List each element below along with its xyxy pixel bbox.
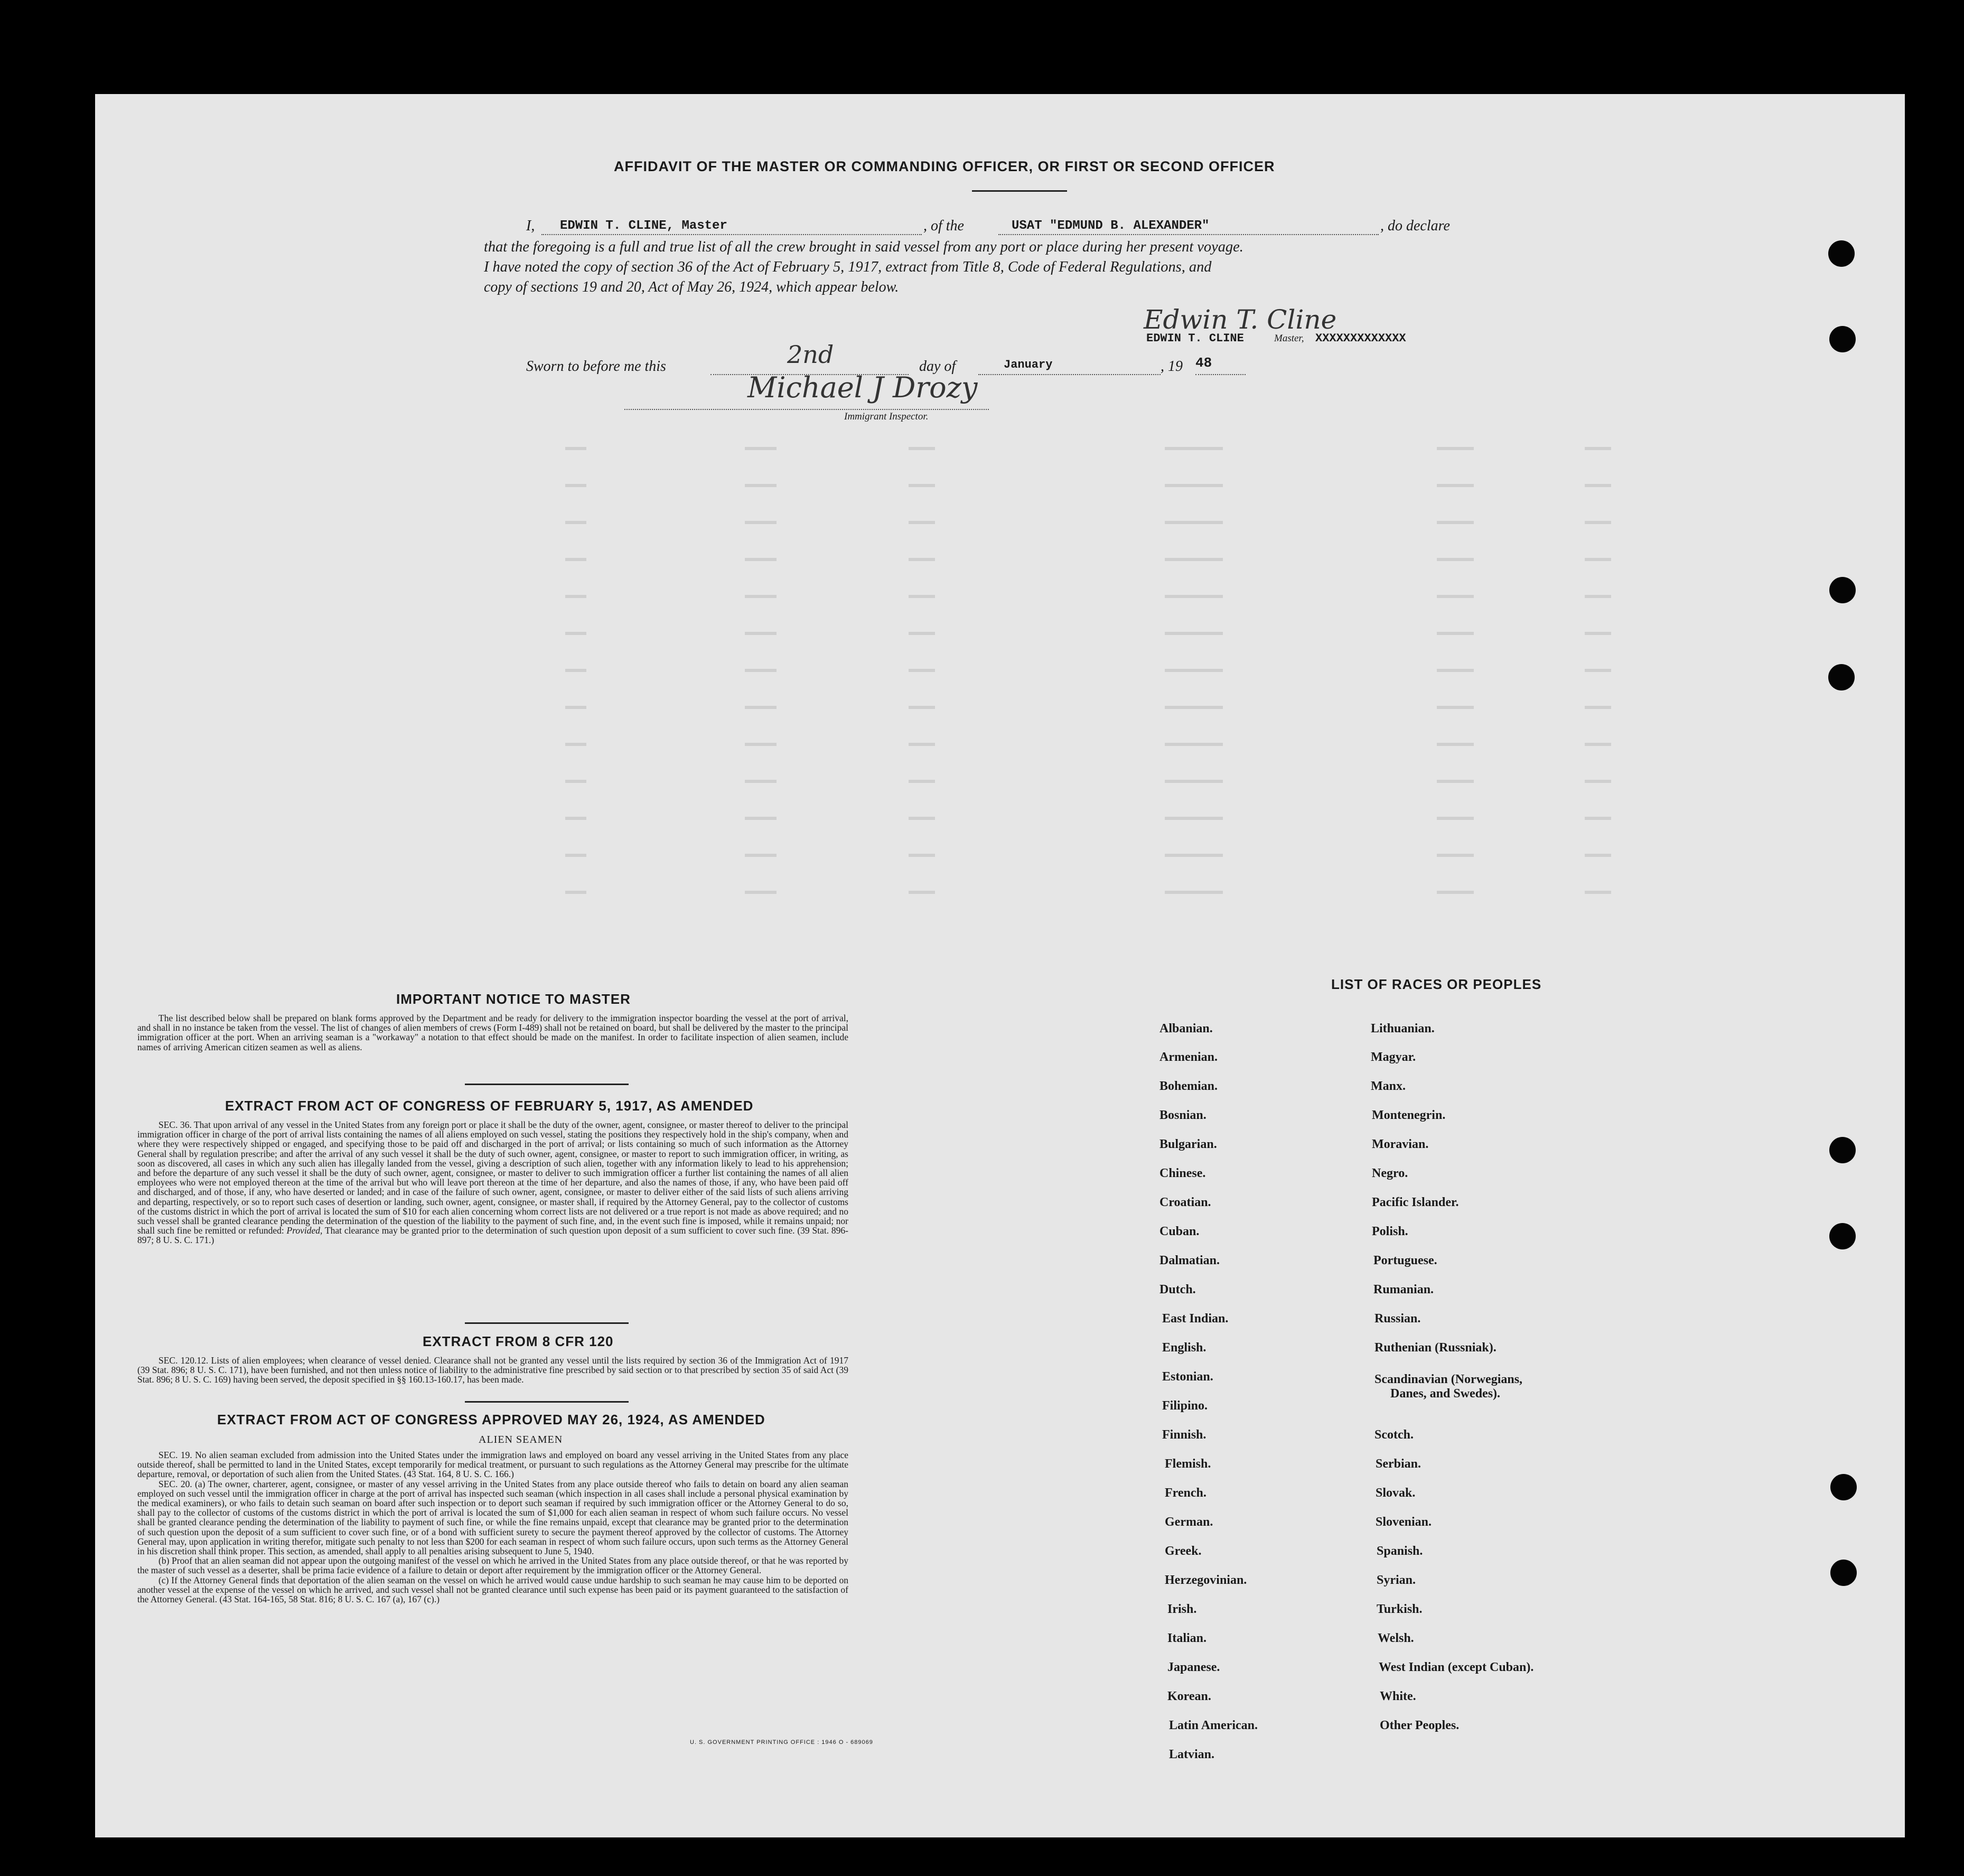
bleed-mark <box>909 521 935 524</box>
divider-1 <box>465 1084 629 1085</box>
signer-typed-name: EDWIN T. CLINE <box>1146 332 1244 345</box>
race-item: West Indian (except Cuban). <box>1379 1660 1534 1674</box>
race-item: White. <box>1380 1690 1416 1703</box>
affidavit-i: I, <box>526 218 535 234</box>
race-item: Chinese. <box>1159 1166 1206 1180</box>
bleed-mark <box>565 521 586 524</box>
bleed-mark <box>745 558 777 561</box>
bleed-mark <box>745 669 777 672</box>
race-item: Greek. <box>1165 1544 1202 1558</box>
bleed-mark <box>745 595 777 598</box>
race-item: Pacific Islander. <box>1372 1196 1459 1209</box>
race-item: Slovenian. <box>1376 1515 1432 1529</box>
bleed-mark <box>1165 743 1223 746</box>
bleed-mark <box>745 854 777 857</box>
affidavit-title: AFFIDAVIT OF THE MASTER OR COMMANDING OFFICER, OR FIRST OR SECOND OFFICER <box>614 158 1275 174</box>
day-field: 2nd <box>787 340 834 369</box>
extract-1924-text <box>137 1450 848 1604</box>
bleed-mark <box>1165 780 1223 783</box>
bleed-mark <box>1165 706 1223 709</box>
bleed-mark <box>565 632 586 635</box>
race-item: French. <box>1165 1486 1207 1500</box>
bleed-mark <box>745 706 777 709</box>
race-item: Portuguese. <box>1373 1254 1437 1267</box>
alien-seamen-subtitle: ALIEN SEAMEN <box>479 1434 563 1445</box>
master-name-field: EDWIN T. CLINE, Master <box>560 219 727 233</box>
bleed-mark <box>745 817 777 820</box>
bleed-mark <box>565 706 586 709</box>
race-item: Albanian. <box>1159 1022 1213 1035</box>
extract-cfr-title: EXTRACT FROM 8 CFR 120 <box>423 1333 614 1349</box>
bleed-mark <box>1437 854 1474 857</box>
race-item: Welsh. <box>1378 1631 1414 1645</box>
bleed-mark <box>1165 891 1223 894</box>
extract-1924-title: EXTRACT FROM ACT OF CONGRESS APPROVED MAY 26, 1924, AS AMENDED <box>217 1412 765 1427</box>
race-item: Negro. <box>1372 1166 1408 1180</box>
signer-title: Master, <box>1274 333 1304 344</box>
bleed-mark <box>909 780 935 783</box>
bleed-mark <box>909 632 935 635</box>
inspector-signature: Michael J Drozy <box>747 371 978 404</box>
bleed-mark <box>909 854 935 857</box>
extract-1917-text: SEC. 36. That upon arrival of any vessel in the United States from any foreign port or place it shall be the duty of the owner, agent, consignee, or master thereof to deliver to the principal immigration officer in charge of the port of arrival lists containing the names of all aliens employed on such vessel, stating the positions they respectively hold in the ship's company, when and where they were respectively shipped or engaged, and specifying those to be paid off and discharged in the port of arrival; or lists containing so much of such information as the Attorney General shall by regulation prescribe; and after the arrival of any such vessel it shall be the duty of such owner, agent, consignee, or master to report to such immigration officer, in writing, as soon as discovered, all cases in which any such alien has illegally landed from the vessel, giving a description of such alien, together with any information likely to lead to his apprehension; and before the departure of any such vessel it shall be the duty of such owner, agent, consignee, or master to deliver to such immigration officer a further list containing the names of all alien employees who were not employed thereon at the time of the arrival but who will leave port thereon at the time of her departure, and also the names of those, if any, who have been paid off and discharged, and of those, if any, who have deserted or landed; and in case of the failure of such owner, agent, consignee, or master to deliver either of the said lists of such aliens arriving and departing, respectively, or so to report such cases of desertion or landing, such owner, agent, consignee, or master shall, if required by the Attorney General, pay to the collector of customs of the customs district in which the port of arrival is located the sum of $10 for each alien concerning whom correct lists are not delivered or a true report is not made as above required; and no such vessel shall be granted clearance pending the determination of the question of the liability to the payment of such fine, and, in the event such fine is imposed, while it remains unpaid; nor shall such fine be remitted or refunded: Provided, That clearance may be granted prior to the determination of such question upon deposit of a sum sufficient to cover such fine. (39 Stat. 896-897; 8 U. S. C. 171.) <box>137 1119 849 1246</box>
section-20b: (b) Proof that an alien seaman did not appear upon the outgoing manifest of the vessel on which he arrived in the United States from any place outside thereof, or that he was reported by the master of such vessel as a deserter, shall be prima facie evidence of a failure to detain or deport after requirement by the immigration officer or the Attorney General. <box>137 1555 848 1576</box>
bleed-mark <box>565 891 586 894</box>
race-item: Danes, and Swedes). <box>1390 1387 1501 1401</box>
race-item: Finnish. <box>1162 1428 1207 1442</box>
bleed-mark <box>1165 817 1223 820</box>
bleed-mark <box>1585 817 1611 820</box>
bleed-mark <box>1585 447 1611 450</box>
bleed-mark <box>1585 521 1611 524</box>
punch-hole <box>1830 1560 1857 1586</box>
extract-cfr-text: SEC. 120.12. Lists of alien employees; when clearance of vessel denied. Clearance shall not be granted any vessel until the lists required by section 36 of the Immigration Act of 1917 (39 Stat. 896; 8 U. S. C. 171), have been furnished, and not then unless notice of liability to the administrative fine prescribed by said section or to that prescribed by section 35 of said Act (39 Stat. 896; 8 U. S. C. 169) having been served, the deposit specified in §§ 160.13-160.17, has been made. <box>137 1355 848 1385</box>
printer-imprint: U. S. GOVERNMENT PRINTING OFFICE : 1946 O - 689069 <box>690 1739 873 1746</box>
bleed-mark <box>909 817 935 820</box>
race-item: Russian. <box>1374 1312 1421 1326</box>
race-item: Scandinavian (Norwegians, <box>1374 1373 1523 1386</box>
race-item: Lithuanian. <box>1371 1022 1435 1035</box>
title-divider <box>972 190 1067 192</box>
bleed-mark <box>1165 632 1223 635</box>
race-item: Flemish. <box>1165 1457 1211 1471</box>
race-item: East Indian. <box>1162 1312 1229 1326</box>
bleed-mark <box>1165 484 1223 487</box>
punch-hole <box>1829 326 1856 352</box>
bleed-mark <box>1437 817 1474 820</box>
bleed-mark <box>1437 891 1474 894</box>
bleed-mark <box>565 669 586 672</box>
race-item: Dutch. <box>1159 1283 1196 1296</box>
race-item: Turkish. <box>1377 1602 1423 1616</box>
bleed-mark <box>909 891 935 894</box>
punch-hole <box>1829 1223 1856 1249</box>
bleed-mark <box>909 706 935 709</box>
bleed-mark <box>1585 891 1611 894</box>
race-item: German. <box>1165 1515 1213 1529</box>
race-item: Armenian. <box>1159 1050 1218 1064</box>
race-item: Ruthenian (Russniak). <box>1374 1341 1497 1355</box>
affidavit-line-4: copy of sections 19 and 20, Act of May 26, 1924, which appear below. <box>484 279 899 295</box>
bleed-mark <box>909 669 935 672</box>
race-item: Scotch. <box>1374 1428 1414 1442</box>
bleed-mark <box>1585 780 1611 783</box>
bleed-mark <box>1585 558 1611 561</box>
race-item: Polish. <box>1372 1225 1408 1238</box>
section-20c: (c) If the Attorney General finds that deportation of the alien seaman on the vessel on which he arrived would cause undue hardship to such seaman he may cause him to be deported on another vessel at the expense of the vessel on which he arrived, and such vessel shall not be granted clearance until such expense has been paid or its payment guaranteed to the satisfaction of the Attorney General. (43 Stat. 164-165, 58 Stat. 816; 8 U. S. C. 167 (a), 167 (c).) <box>137 1574 848 1605</box>
year-line <box>1195 374 1246 375</box>
race-item: Italian. <box>1167 1631 1207 1645</box>
bleed-mark <box>1585 669 1611 672</box>
vessel-name-field: USAT "EDMUND B. ALEXANDER" <box>1012 219 1210 233</box>
race-item: Cuban. <box>1159 1225 1200 1238</box>
race-item: English. <box>1162 1341 1207 1355</box>
bleed-mark <box>1165 558 1223 561</box>
bleed-mark <box>1437 743 1474 746</box>
bleed-mark <box>565 743 586 746</box>
bleed-mark <box>745 484 777 487</box>
master-signature: Edwin T. Cline <box>1144 304 1337 335</box>
section-20a: SEC. 20. (a) The owner, charterer, agent, consignee, or master of any vessel arriving in the United States from any place outside thereof who fails to detain on board any alien seaman employed on such vessel until the immigration officer in charge at the port of arrival has inspected such seaman (which inspection in all cases shall include a personal physical examination by the medical examiners), or who fails to detain such seaman on board after such inspection or to deport such seaman if required by such immigration officer or the Attorney General to do so, shall pay to the collector of customs of the customs district in which the port of arrival is located the sum of $1,000 for each alien seaman in respect of whom such failure occurs. No vessel shall be granted clearance pending the determination of the liability to payment of such fine, or while the fine remains unpaid, except that clearance may be granted prior to the determination of such question upon the deposit of a sum sufficient to cover such fine, or of a bond with sufficient surety to secure the payment thereof approved by the collector of customs. The Attorney General may, upon application in writing therefor, mitigate such penalty to not less than $200 for each seaman in respect of whom such failure occurs, upon such terms as the Attorney General in his discretion shall think proper. This section, as amended, shall apply to all penalties arising subsequent to June 5, 1940. <box>137 1478 848 1557</box>
race-item: Spanish. <box>1377 1544 1423 1558</box>
bleed-mark <box>1437 447 1474 450</box>
race-item: Korean. <box>1167 1690 1211 1703</box>
race-item: Japanese. <box>1167 1660 1220 1674</box>
affidavit-line-2: that the foregoing is a full and true list of all the crew brought in said vessel from any port or place during her present voyage. <box>484 239 1243 255</box>
inspector-title: Immigrant Inspector. <box>844 411 929 422</box>
race-item: Manx. <box>1371 1079 1406 1093</box>
do-declare-label: , do declare <box>1380 218 1450 234</box>
bleed-mark <box>1437 521 1474 524</box>
race-item: Filipino. <box>1162 1399 1208 1413</box>
form-sheet <box>95 94 1905 1837</box>
bleed-mark <box>909 595 935 598</box>
bleed-mark <box>1165 595 1223 598</box>
bleed-mark <box>1437 780 1474 783</box>
bleed-mark <box>1437 706 1474 709</box>
race-item: Bosnian. <box>1159 1108 1207 1122</box>
race-item: Magyar. <box>1371 1050 1416 1064</box>
bleed-mark <box>565 558 586 561</box>
extract-1917-title: EXTRACT FROM ACT OF CONGRESS OF FEBRUARY 5, 1917, AS AMENDED <box>225 1098 754 1114</box>
race-item: Irish. <box>1167 1602 1197 1616</box>
bleed-mark <box>565 817 586 820</box>
punch-hole <box>1828 240 1855 267</box>
bleed-mark <box>1165 854 1223 857</box>
notice-title: IMPORTANT NOTICE TO MASTER <box>396 991 631 1007</box>
race-item: Moravian. <box>1372 1137 1429 1151</box>
races-title: LIST OF RACES OR PEOPLES <box>1331 976 1542 992</box>
day-of-label: day of <box>919 358 956 375</box>
bleed-mark <box>909 558 935 561</box>
bleed-mark <box>565 854 586 857</box>
signer-title-struck: XXXXXXXXXXXXX <box>1315 332 1406 345</box>
race-item: Latvian. <box>1169 1748 1215 1761</box>
bleed-mark <box>1437 484 1474 487</box>
bleed-mark <box>909 447 935 450</box>
vessel-line <box>998 234 1379 235</box>
race-item: Bohemian. <box>1159 1079 1218 1093</box>
bleed-mark <box>1585 706 1611 709</box>
bleed-mark <box>745 780 777 783</box>
year-prefix: , 19 <box>1161 358 1183 375</box>
bleed-mark <box>565 595 586 598</box>
race-item: Rumanian. <box>1373 1283 1434 1296</box>
bleed-mark <box>1437 595 1474 598</box>
bleed-mark <box>1585 595 1611 598</box>
year-field: 48 <box>1195 355 1212 371</box>
race-item: Montenegrin. <box>1372 1108 1446 1122</box>
punch-hole <box>1829 577 1856 603</box>
race-item: Herzegovinian. <box>1165 1573 1247 1587</box>
race-item: Dalmatian. <box>1159 1254 1220 1267</box>
name-line <box>541 234 922 235</box>
notice-text: The list described below shall be prepared on blank forms approved by the Department and be ready for delivery to the immigration inspector boarding the vessel at the port of arrival, and shall in no instance be taken from the vessel. The list of changes of alien members of crews (Form I-489) shall not be retained on board, but shall be delivered by the master to the principal immigration officer at the port. When an arriving seaman is a "workaway" a notation to that effect should be made on the manifest. In order to facilitate inspection of alien seamen, include names of arriving American citizen seamen as well as aliens. <box>137 1013 848 1052</box>
bleed-mark <box>1165 447 1223 450</box>
race-item: Croatian. <box>1159 1196 1211 1209</box>
section-19: SEC. 19. No alien seaman excluded from admission into the United States under the immigration laws and employed on board any vessel arriving in the United States from any place outside thereof, shall be permitted to land in the United States, except temporarily for medical treatment, or pursuant to such regulations as the Attorney General may prescribe for the ultimate departure, removal, or deportation of such alien from the United States. (43 Stat. 164, 8 U. S. C. 166.) <box>137 1450 848 1480</box>
bleed-mark <box>1585 854 1611 857</box>
punch-hole <box>1830 1474 1857 1500</box>
race-item: Syrian. <box>1377 1573 1416 1587</box>
sworn-label: Sworn to before me this <box>526 358 666 375</box>
divider-3 <box>465 1401 629 1403</box>
of-the-label: , of the <box>923 218 964 234</box>
bleed-mark <box>909 743 935 746</box>
bleed-mark <box>1165 521 1223 524</box>
bleed-mark <box>909 484 935 487</box>
month-field: January <box>1004 358 1053 371</box>
bleed-mark <box>565 780 586 783</box>
bleed-mark <box>745 891 777 894</box>
bleed-mark <box>1437 669 1474 672</box>
punch-hole <box>1829 1137 1856 1163</box>
month-line <box>978 374 1161 375</box>
punch-hole <box>1828 664 1855 690</box>
bleed-mark <box>565 447 586 450</box>
bleed-mark <box>745 447 777 450</box>
bleed-mark <box>745 521 777 524</box>
bleed-mark <box>1437 558 1474 561</box>
bleed-mark <box>1585 743 1611 746</box>
race-item: Bulgarian. <box>1159 1137 1217 1151</box>
bleed-mark <box>1585 632 1611 635</box>
bleed-mark <box>745 743 777 746</box>
bleed-mark <box>745 632 777 635</box>
inspector-line <box>624 409 989 410</box>
bleed-mark <box>1585 484 1611 487</box>
race-item: Latin American. <box>1169 1719 1258 1732</box>
divider-2 <box>465 1322 629 1324</box>
race-item: Estonian. <box>1162 1370 1213 1384</box>
bleed-mark <box>1165 669 1223 672</box>
race-item: Serbian. <box>1376 1457 1421 1471</box>
bleed-mark <box>565 484 586 487</box>
race-item: Other Peoples. <box>1380 1719 1460 1732</box>
affidavit-line-3: I have noted the copy of section 36 of the Act of February 5, 1917, extract from Title 8, Code of Federal Regulations, and <box>484 259 1212 275</box>
race-item: Slovak. <box>1376 1486 1416 1500</box>
bleed-mark <box>1437 632 1474 635</box>
